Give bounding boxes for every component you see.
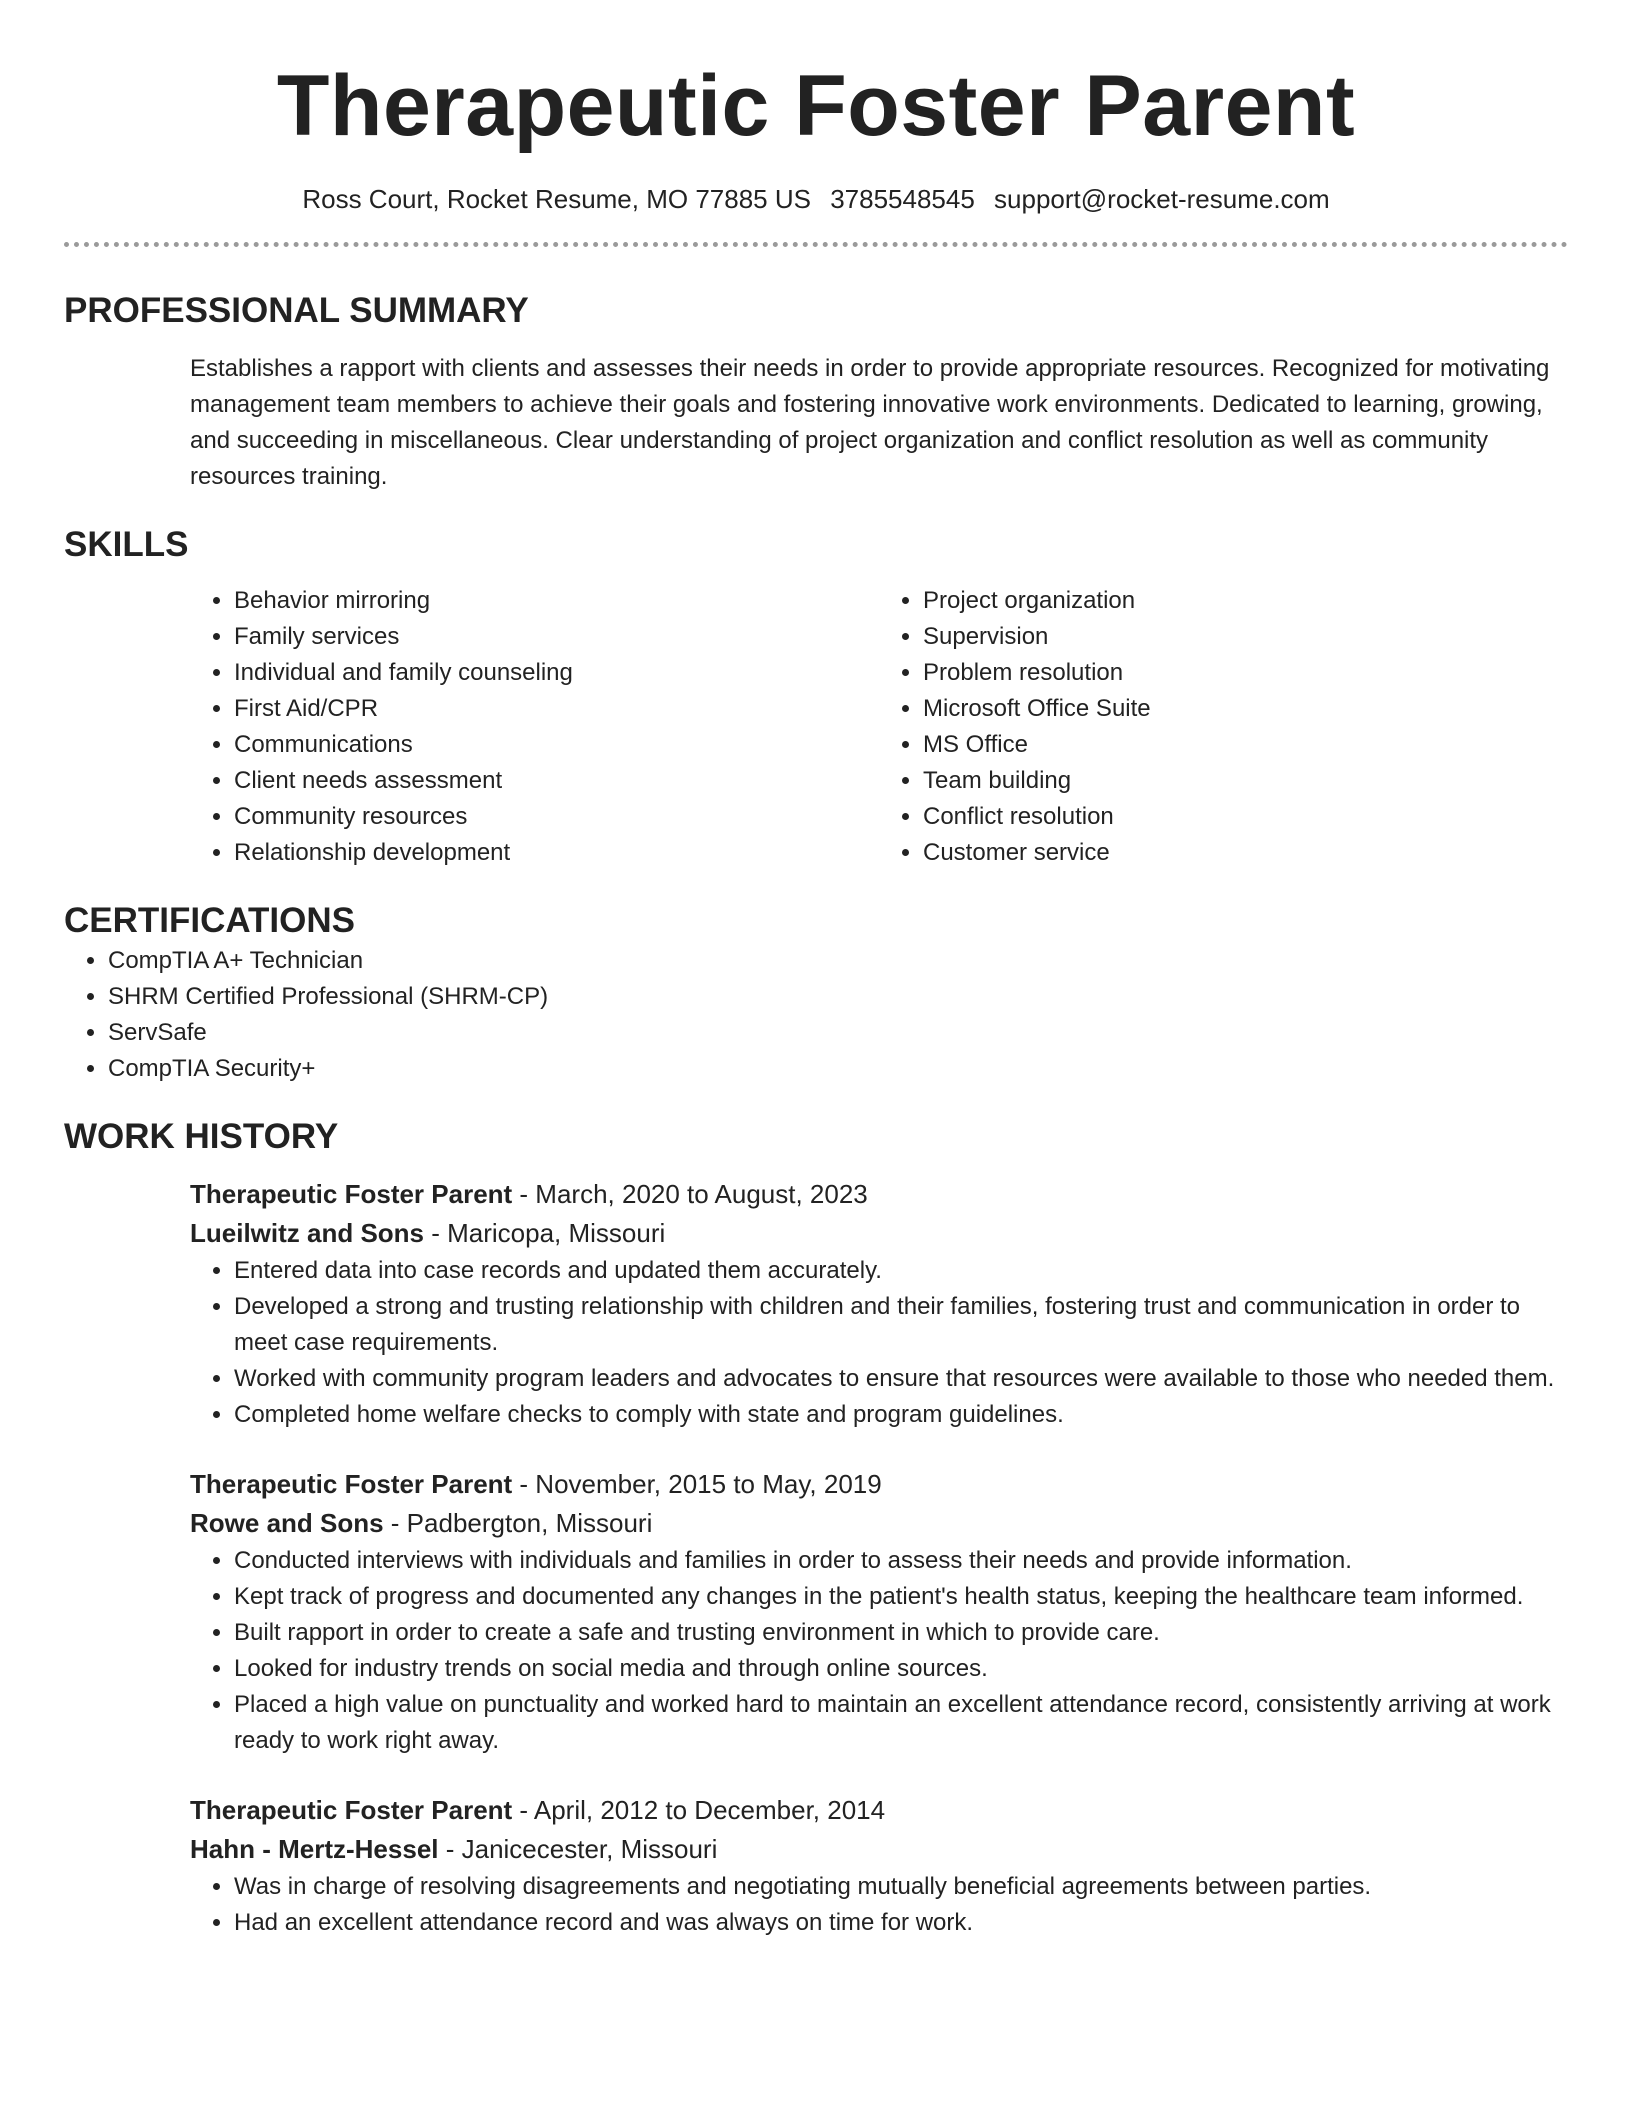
certification-item: • CompTIA Security+ — [108, 1051, 1568, 1087]
job-bullet: • Placed a high value on punctuality and worked hard to maintain an excellent attendance record, consistently arriving at work ready to work right away. — [234, 1687, 1568, 1759]
job-bullet: • Completed home welfare checks to comply with state and program guidelines. — [234, 1397, 1568, 1433]
skill-item: • Client needs assessment — [234, 763, 879, 799]
job-bullet: • Worked with community program leaders and advocates to ensure that resources were available to those who needed them. — [234, 1361, 1568, 1397]
work-history-section — [64, 1115, 1568, 1941]
skill-item: • Individual and family counseling — [234, 655, 879, 691]
skill-item: • Supervision — [923, 619, 1568, 655]
skill-item: • Problem resolution — [923, 655, 1568, 691]
certifications-section — [64, 899, 1568, 1087]
job-location: - Maricopa, Missouri — [424, 1218, 666, 1248]
job-bullet: • Kept track of progress and documented any changes in the patient's health status, keeping the healthcare team informed. — [234, 1579, 1568, 1615]
certification-item: • CompTIA A+ Technician — [108, 943, 1568, 979]
job-company-line — [190, 1214, 1568, 1253]
job-location: - Padbergton, Missouri — [383, 1508, 653, 1538]
skill-item: • MS Office — [923, 727, 1568, 763]
header-divider — [64, 242, 1568, 247]
skill-item: • Communications — [234, 727, 879, 763]
certification-item: • SHRM Certified Professional (SHRM-CP) — [108, 979, 1568, 1015]
contact-address: Ross Court, Rocket Resume, MO 77885 US — [302, 184, 811, 214]
work-history-title: WORK HISTORY — [64, 1117, 339, 1156]
resume-page — [64, 0, 1568, 1941]
summary-text: Establishes a rapport with clients and assesses their needs in order to provide appropriate resources. Recognized for motivating management team members to achieve their goals and fostering innovative work environments. Dedicated to learning, growing, and succeeding in miscellaneous. Clear understanding of project organization and conflict resolution as well as community resources training. — [190, 355, 1550, 490]
job-location: - Janicecester, Missouri — [438, 1834, 718, 1864]
job-company: Hahn - Mertz-Hessel — [190, 1834, 439, 1864]
job-title-line — [190, 1465, 1568, 1504]
job-bullet: • Conducted interviews with individuals and families in order to assess their needs and provide information. — [234, 1543, 1568, 1579]
skills-right-column — [879, 583, 1568, 871]
contact-line — [64, 182, 1568, 216]
skill-item: • Family services — [234, 619, 879, 655]
skill-item: • Conflict resolution — [923, 799, 1568, 835]
job-bullet: • Looked for industry trends on social media and through online sources. — [234, 1651, 1568, 1687]
contact-email: support@rocket-resume.com — [994, 184, 1330, 214]
job-bullet: • Had an excellent attendance record and was always on time for work. — [234, 1905, 1568, 1941]
resume-name: Therapeutic Foster Parent — [276, 58, 1356, 154]
skills-left-column — [190, 583, 879, 871]
job-role: Therapeutic Foster Parent — [190, 1469, 513, 1499]
skill-item: • Microsoft Office Suite — [923, 691, 1568, 727]
skill-item: • Community resources — [234, 799, 879, 835]
certifications-title: CERTIFICATIONS — [64, 901, 356, 940]
summary-section — [64, 289, 1568, 495]
skill-item: • First Aid/CPR — [234, 691, 879, 727]
job-bullets — [190, 1869, 1568, 1941]
job-bullet: • Entered data into case records and updated them accurately. — [234, 1253, 1568, 1289]
job-entry — [190, 1791, 1568, 1941]
summary-title: PROFESSIONAL SUMMARY — [64, 291, 529, 330]
skills-section — [64, 523, 1568, 871]
job-bullet: • Built rapport in order to create a safe and trusting environment in which to provide care. — [234, 1615, 1568, 1651]
job-company-line — [190, 1830, 1568, 1869]
job-bullet: • Developed a strong and trusting relationship with children and their families, fostering trust and communication in order to meet case requirements. — [234, 1289, 1568, 1361]
skill-item: • Team building — [923, 763, 1568, 799]
skill-item: • Behavior mirroring — [234, 583, 879, 619]
job-dates: - March, 2020 to August, 2023 — [512, 1179, 868, 1209]
certification-item: • ServSafe — [108, 1015, 1568, 1051]
job-title-line — [190, 1791, 1568, 1830]
job-bullet: • Was in charge of resolving disagreements and negotiating mutually beneficial agreements between parties. — [234, 1869, 1568, 1905]
job-bullets — [190, 1543, 1568, 1759]
skill-item: • Project organization — [923, 583, 1568, 619]
job-company: Rowe and Sons — [190, 1508, 384, 1538]
skill-item: • Relationship development — [234, 835, 879, 871]
job-dates: - November, 2015 to May, 2019 — [512, 1469, 882, 1499]
job-entry — [190, 1465, 1568, 1759]
contact-phone: 3785548545 — [830, 184, 975, 214]
skills-grid — [190, 583, 1568, 871]
certifications-list — [64, 943, 1568, 1087]
job-title-line — [190, 1175, 1568, 1214]
job-entry — [190, 1175, 1568, 1433]
job-dates: - April, 2012 to December, 2014 — [512, 1795, 886, 1825]
job-company-line — [190, 1504, 1568, 1543]
job-role: Therapeutic Foster Parent — [190, 1179, 513, 1209]
job-company: Lueilwitz and Sons — [190, 1218, 425, 1248]
job-role: Therapeutic Foster Parent — [190, 1795, 513, 1825]
job-bullets — [190, 1253, 1568, 1433]
skills-title: SKILLS — [64, 525, 189, 564]
skill-item: • Customer service — [923, 835, 1568, 871]
